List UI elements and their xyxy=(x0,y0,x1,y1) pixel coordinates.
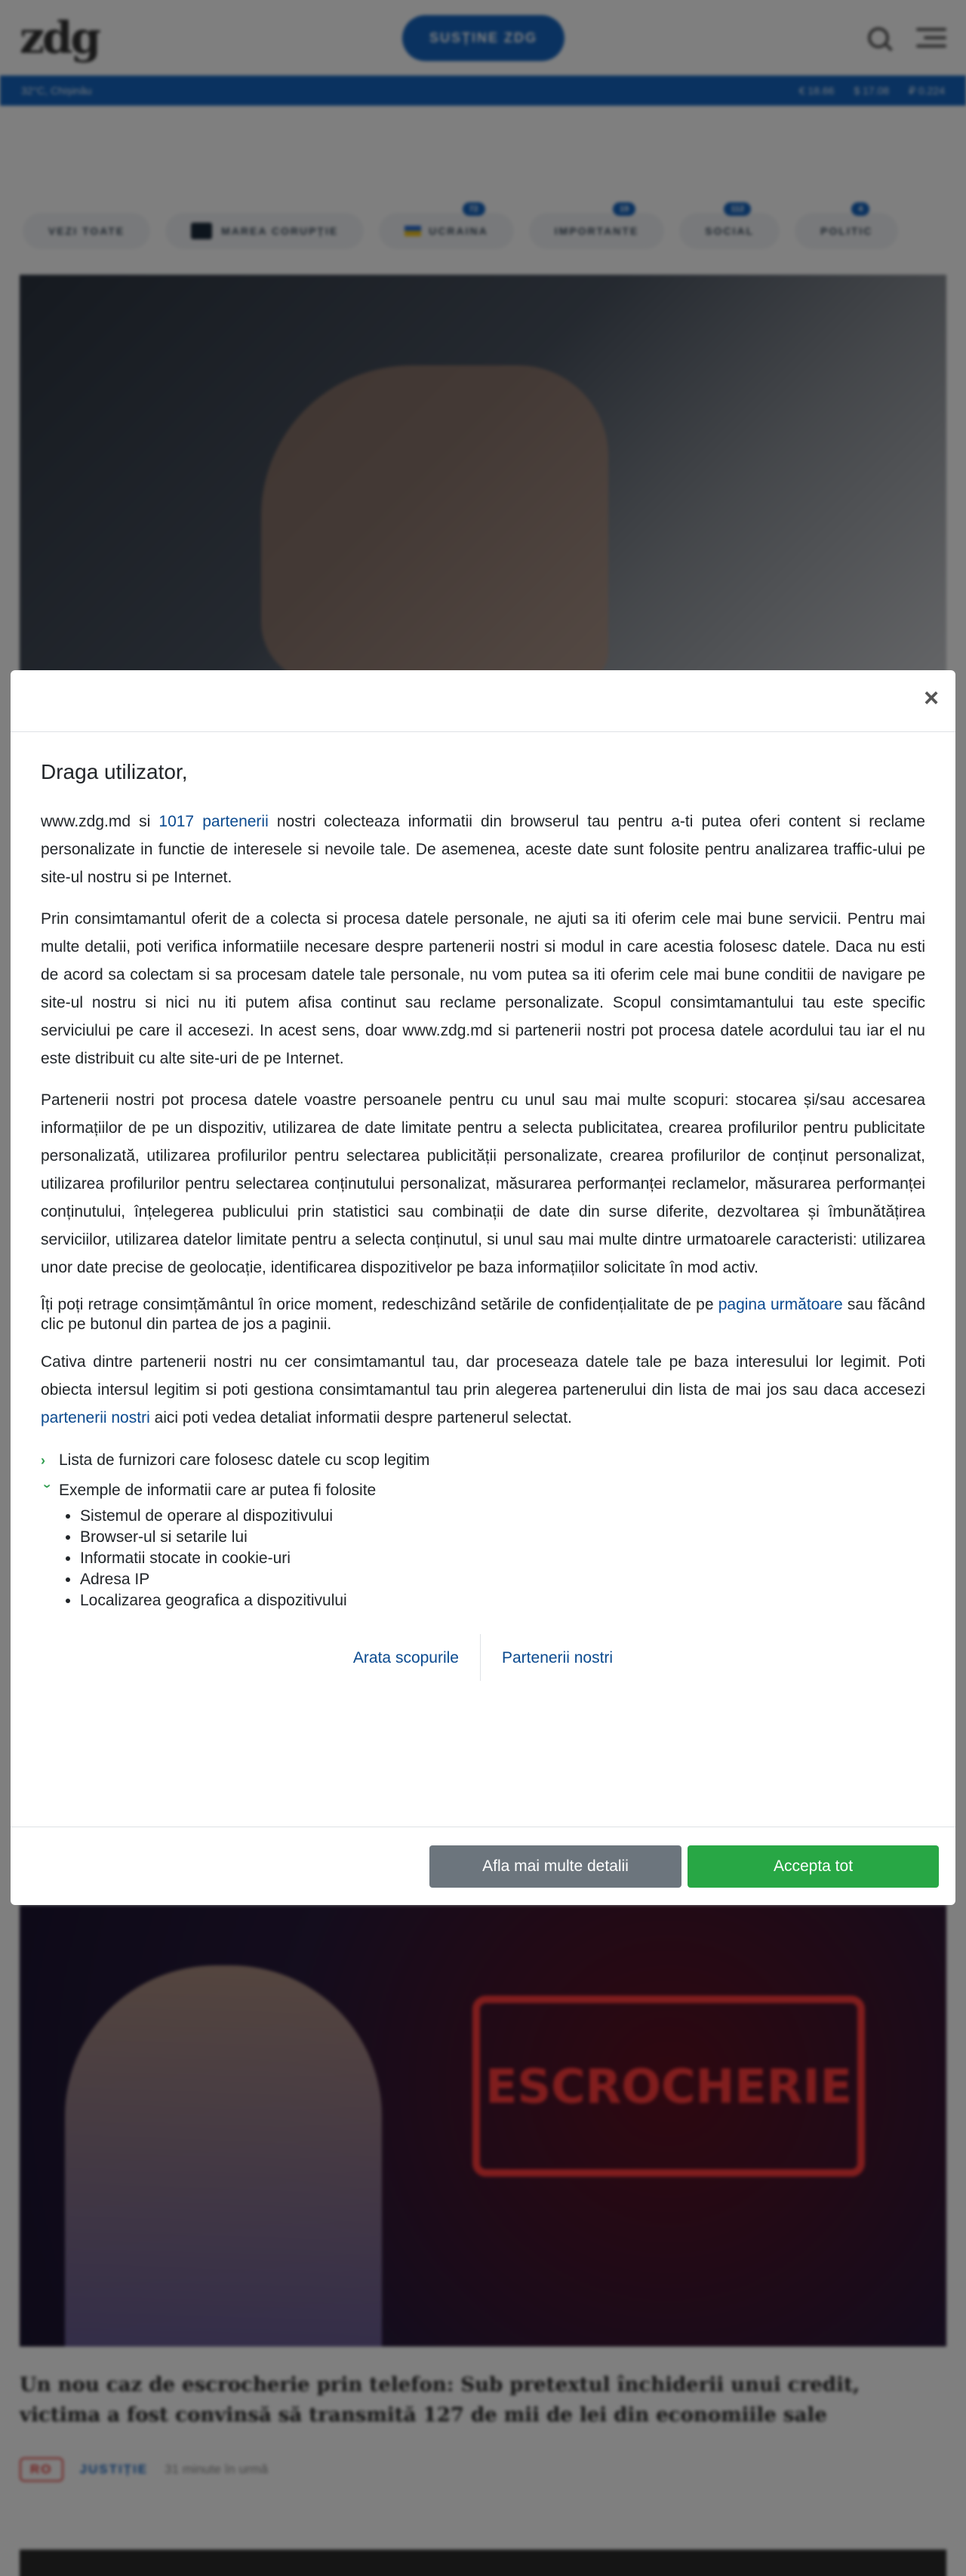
more-details-button[interactable]: Afla mai multe detalii xyxy=(429,1845,681,1888)
accept-all-button[interactable]: Accepta tot xyxy=(688,1845,939,1888)
list-item: • Localizarea geografica a dispozitivului xyxy=(80,1590,925,1611)
chevron-down-icon: › xyxy=(40,1484,55,1488)
consent-modal xyxy=(11,670,955,1905)
modal-links xyxy=(41,1633,925,1682)
list-item: • Informatii stocate in cookie-uri xyxy=(80,1548,925,1569)
show-purposes-link[interactable]: Arata scopurile xyxy=(352,1648,459,1667)
modal-header xyxy=(11,670,955,732)
examples-list xyxy=(41,1506,925,1611)
partners-count-link[interactable]: 1017 partenerii xyxy=(158,813,269,830)
modal-body xyxy=(11,732,955,1682)
chevron-right-icon: › xyxy=(41,1453,45,1468)
modal-title: Draga utilizator, xyxy=(41,760,188,783)
next-page-link[interactable]: pagina următoare xyxy=(718,1296,843,1313)
examples-toggle[interactable]: › Exemple de informatii care ar putea fi folosite xyxy=(41,1476,925,1506)
our-partners-link[interactable]: Partenerii nostri xyxy=(502,1648,614,1667)
our-partners-inline-link[interactable]: partenerii nostri xyxy=(41,1409,150,1426)
list-item: • Adresa IP xyxy=(80,1569,925,1590)
consent-paragraph-3: Partenerii nostri pot procesa datele voastre persoanele pentru cu unul sau mai multe scopuri: stocarea și/sau accesarea informațiilor de pe un dispozitiv, utilizarea de date limitate pentru a selecta publicitatea, crearea profilurilor pentru publicitate personalizată, utilizarea profilurilor pentru selectarea publicității personalizate, crearea profilurilor de conținut personalizat, utilizarea profilurilor pentru selectarea conținutului personalizat, măsurarea performanței reclamelor, măsurarea performanței conținutului, înțelegerea publicului prin statistici sau combinații de date din surse diferite, dezvoltarea și îmbunătățirea serviciilor, utilizarea datelor limitate pentru a selecta conținutul, si unul sau mai multe dintre urmatoarele caracteristi: utilizarea unor date precise de geolocație, identificarea dispozitivelor pe baza informațiilor solicitate în mod activ. xyxy=(41,1091,925,1276)
consent-paragraph-2: Prin consimtamantul oferit de a colecta si procesa datele personale, ne ajuti sa iti oferim cele mai bune servicii. Pentru mai multe detalii, poti verifica informatiile necesare despre partenerii nostri si modul in care acestia folosesc datele. Daca nu esti de acord sa colectam si sa procesam datele tale personale, nu vom putea sa iti oferim cele mai bune conditii de navigare pe site-ul nostru si nici nu iti putem afisa continut sau reclame personalizate. Scopul consimtamantului tau este specific serviciului pe care il accesezi. In acest sens, doar www.zdg.md si partenerii nostri pot procesa datele acordului tau iar el nu este distribuit cu alte site-uri de pe Internet. xyxy=(41,910,925,1067)
list-item: • Browser-ul si setarile lui xyxy=(80,1527,925,1548)
consent-paragraph-5: Cativa dintre partenerii nostri nu cer consimtamantul tau, dar proceseaza datele tale pe baza interesului lor legimit. Poti obiecta intersul legitim si poti gestiona consimtamantul tau prin alegerea partenerului din lista de mai jos sau daca accesezi partenerii nostri aici poti vedea detaliat informatii despre partenerul selectat. xyxy=(41,1353,925,1426)
modal-footer xyxy=(11,1827,955,1905)
list-item: • Sistemul de operare al dispozitivului xyxy=(80,1506,925,1527)
consent-paragraph-4: Îți poți retrage consimțământul în orice moment, redeschizând setările de confidențialitate de pe pagina următoare sau făcând clic pe butonul din partea de jos a paginii. xyxy=(41,1296,926,1333)
consent-paragraph-1: www.zdg.md si 1017 partenerii nostri colecteaza informatii din browserul tau pentru a-ti putea oferi content si reclame personalizate in functie de interesele si nevoile tale. De asemenea, aceste date sunt folosite pentru analizarea traffic-ului pe site-ul nostru si pe Internet. xyxy=(41,813,925,886)
vendors-toggle[interactable]: › Lista de furnizori care folosesc datele cu scop legitim xyxy=(41,1445,925,1476)
close-icon[interactable]: × xyxy=(924,684,939,712)
